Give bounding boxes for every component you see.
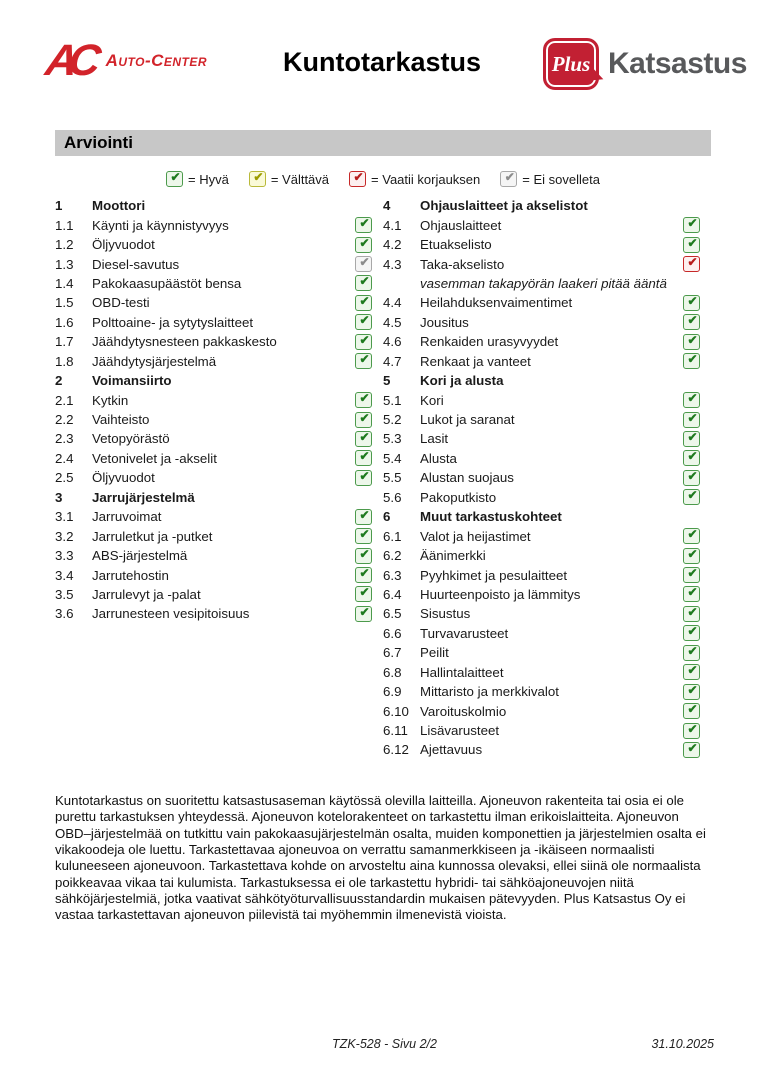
item-number: 5.1 bbox=[383, 392, 402, 408]
checklist-row bbox=[55, 429, 375, 448]
item-label: Varoituskolmio bbox=[420, 703, 507, 719]
checklist-row bbox=[383, 526, 703, 545]
check-glyph: ✔ bbox=[687, 527, 698, 542]
checklist-row bbox=[55, 604, 375, 623]
check-glyph: ✔ bbox=[359, 274, 370, 289]
check-icon-good bbox=[683, 450, 700, 466]
auto-center-logo-text: Auto-Center bbox=[105, 50, 208, 70]
item-number: 1.5 bbox=[55, 295, 74, 311]
checklist-row bbox=[383, 682, 703, 701]
item-number: 6.7 bbox=[383, 645, 402, 661]
item-label: Peilit bbox=[420, 645, 449, 661]
check-icon-good bbox=[683, 684, 700, 700]
plus-badge-icon bbox=[543, 38, 599, 90]
item-label: Öljyvuodot bbox=[92, 237, 155, 253]
item-number: 1.2 bbox=[55, 237, 74, 253]
item-label: Kytkin bbox=[92, 392, 129, 408]
check-glyph: ✔ bbox=[687, 643, 698, 658]
check-glyph: ✔ bbox=[687, 721, 698, 736]
checklist-row bbox=[383, 468, 703, 487]
checklist-column-right bbox=[383, 196, 703, 760]
check-glyph: ✔ bbox=[687, 488, 698, 503]
item-label: Jarruvoimat bbox=[92, 509, 162, 525]
checklist-row bbox=[383, 332, 703, 351]
check-icon-good bbox=[683, 723, 700, 739]
item-number: 1.7 bbox=[55, 334, 74, 350]
checklist-row bbox=[55, 390, 375, 409]
check-icon-good bbox=[355, 392, 372, 408]
checklist-section-header bbox=[383, 507, 703, 526]
item-label: Muut tarkastuskohteet bbox=[420, 509, 562, 525]
checklist-row bbox=[383, 429, 703, 448]
item-number: 6.5 bbox=[383, 606, 402, 622]
check-icon-good bbox=[683, 742, 700, 758]
checklist-section-header bbox=[55, 488, 375, 507]
checklist-row bbox=[383, 565, 703, 584]
check-glyph: ✔ bbox=[359, 216, 370, 231]
check-icon-good bbox=[355, 431, 372, 447]
check-icon-good bbox=[683, 314, 700, 330]
item-number: 4 bbox=[383, 198, 391, 214]
checklist-row bbox=[383, 410, 703, 429]
item-number: 3.4 bbox=[55, 567, 74, 583]
check-glyph: ✔ bbox=[687, 352, 698, 367]
item-label: Kori ja alusta bbox=[420, 373, 504, 389]
checklist-row bbox=[383, 585, 703, 604]
item-label: Pakokaasupäästöt bensa bbox=[92, 275, 242, 291]
item-label: Lukot ja saranat bbox=[420, 412, 515, 428]
check-glyph: ✔ bbox=[687, 449, 698, 464]
item-label: OBD-testi bbox=[92, 295, 150, 311]
check-glyph: ✔ bbox=[687, 332, 698, 347]
check-glyph: ✔ bbox=[687, 682, 698, 697]
check-glyph: ✔ bbox=[359, 429, 370, 444]
item-label: Ohjauslaitteet bbox=[420, 217, 502, 233]
item-number: 6.3 bbox=[383, 567, 402, 583]
item-label: Äänimerkki bbox=[420, 548, 486, 564]
page-title: Kuntotarkastus bbox=[282, 47, 482, 77]
item-label: ABS-järjestelmä bbox=[92, 548, 188, 564]
item-label: Lasit bbox=[420, 431, 449, 447]
item-label: Jousitus bbox=[420, 314, 469, 330]
item-label: vasemman takapyörän laakeri pitää ääntä bbox=[420, 275, 667, 291]
item-label: Renkaat ja vanteet bbox=[420, 353, 531, 369]
item-number: 3.1 bbox=[55, 509, 74, 525]
item-number: 3.2 bbox=[55, 528, 74, 544]
check-icon-good bbox=[355, 586, 372, 602]
check-glyph: ✔ bbox=[687, 663, 698, 678]
check-icon-good bbox=[683, 237, 700, 253]
item-label: Alustan suojaus bbox=[420, 470, 514, 486]
check-icon-good bbox=[355, 217, 372, 233]
item-label: Taka-akselisto bbox=[420, 256, 505, 272]
check-icon-good bbox=[683, 489, 700, 505]
check-icon-good bbox=[166, 171, 183, 187]
check-icon-good bbox=[355, 528, 372, 544]
item-number: 4.5 bbox=[383, 314, 402, 330]
checklist-row bbox=[55, 332, 375, 351]
item-label: Lisävarusteet bbox=[420, 723, 500, 739]
item-number: 5.5 bbox=[383, 470, 402, 486]
check-glyph: ✔ bbox=[359, 468, 370, 483]
check-icon-good bbox=[355, 450, 372, 466]
item-number: 1.1 bbox=[55, 217, 74, 233]
item-label: Moottori bbox=[92, 198, 146, 214]
check-icon-good bbox=[683, 392, 700, 408]
item-number: 4.6 bbox=[383, 334, 402, 350]
legend-label: = Välttävä bbox=[270, 171, 330, 187]
item-label: Jäähdytysjärjestelmä bbox=[92, 353, 217, 369]
check-icon-good bbox=[683, 645, 700, 661]
item-number: 5.6 bbox=[383, 489, 402, 505]
item-number: 4.7 bbox=[383, 353, 402, 369]
plus-badge-text: Plus bbox=[551, 51, 591, 76]
legend-item-fair bbox=[249, 171, 329, 187]
checklist-row bbox=[55, 293, 375, 312]
checklist-row bbox=[383, 449, 703, 468]
check-icon-good bbox=[355, 237, 372, 253]
item-label: Ohjauslaitteet ja akselistot bbox=[420, 198, 588, 214]
legend-label: = Ei sovelleta bbox=[522, 171, 600, 187]
check-glyph: ✔ bbox=[687, 566, 698, 581]
check-icon-good bbox=[683, 431, 700, 447]
item-number: 6.9 bbox=[383, 684, 402, 700]
document-reference: TZK-528 - Sivu 2/2 bbox=[332, 1037, 437, 1051]
check-glyph: ✔ bbox=[359, 391, 370, 406]
item-number: 3.3 bbox=[55, 548, 74, 564]
legend-item-good bbox=[166, 171, 229, 187]
check-glyph: ✔ bbox=[359, 604, 370, 619]
item-number: 2.5 bbox=[55, 470, 74, 486]
item-number: 2 bbox=[55, 373, 63, 389]
check-glyph: ✔ bbox=[353, 170, 364, 184]
checklist-row bbox=[383, 313, 703, 332]
item-number: 1.4 bbox=[55, 275, 74, 291]
item-number: 6.4 bbox=[383, 586, 402, 602]
check-icon-good bbox=[683, 664, 700, 680]
check-glyph: ✔ bbox=[687, 216, 698, 231]
item-label: Hallintalaitteet bbox=[420, 664, 504, 680]
check-icon-good bbox=[683, 217, 700, 233]
checklist-section-header bbox=[55, 371, 375, 390]
checklist-row bbox=[383, 643, 703, 662]
check-icon-repair bbox=[349, 171, 366, 187]
item-label: Vaihteisto bbox=[92, 412, 150, 428]
check-glyph: ✔ bbox=[687, 313, 698, 328]
checklist-row bbox=[55, 313, 375, 332]
legend-item-repair bbox=[349, 171, 480, 187]
item-number: 5.2 bbox=[383, 412, 402, 428]
checklist-note-row bbox=[383, 274, 703, 293]
check-icon-good bbox=[355, 470, 372, 486]
check-icon-good bbox=[683, 353, 700, 369]
check-icon-good bbox=[355, 314, 372, 330]
checklist-row bbox=[383, 740, 703, 759]
checklist-row bbox=[55, 507, 375, 526]
check-glyph: ✔ bbox=[687, 740, 698, 755]
footer-date: 31.10.2025 bbox=[651, 1037, 714, 1051]
check-icon-fair bbox=[249, 171, 266, 187]
item-number: 1 bbox=[55, 198, 63, 214]
legend-label: = Vaatii korjauksen bbox=[371, 171, 481, 187]
check-icon-na bbox=[355, 256, 372, 272]
checklist-row bbox=[55, 410, 375, 429]
check-icon-good bbox=[683, 606, 700, 622]
disclaimer-text: Kuntotarkastus on suoritettu katsastusaseman käytössä olevilla laitteilla. Ajoneuvon rakenteita tai osia ei ole purettu tarkastuksen yhteydessä. Ajoneuvon kotelorakenteet on tarkastettu ilman erikoislaitteita. Ajoneuvon OBD–järjestelmää on tutkittu vain pakokaasujärjestelmän osalta, muiden komponettien ja järjestelmien osalta ei vikakoodeja ole luettu. Tarkastettavaa ajoneuvoa on verrattu samanmerkkiseen ja -ikäiseen normaalisti kuluneeseen ajoneuvoon. Tarkastettava kohde on arvosteltu aina kunnossa olevaksi, ellei siinä ole normaalista poikkeavaa vikaa tai kulumista. Tarkastuksessa ei ole tarkastettu hybridi- tai sähköajoneuvojen niitä sähköjärjestelmiä, jotka vaativat sähkötyöturvallisuusstandardin mukaisen pätevyyden. Plus Katsastus Oy ei vastaa tarkastettavan ajoneuvon piilevistä tai myöhemmin ilmenevistä vioista. bbox=[55, 793, 706, 923]
section-header-bar bbox=[55, 130, 711, 156]
check-glyph: ✔ bbox=[359, 566, 370, 581]
item-label: Vetopyörästö bbox=[92, 431, 170, 447]
check-glyph: ✔ bbox=[687, 585, 698, 600]
check-glyph: ✔ bbox=[687, 702, 698, 717]
katsastus-logo-text: Katsastus bbox=[608, 47, 747, 80]
check-icon-good bbox=[683, 703, 700, 719]
item-number: 3.5 bbox=[55, 586, 74, 602]
checklist-row bbox=[55, 274, 375, 293]
check-icon-good bbox=[683, 412, 700, 428]
item-number: 2.2 bbox=[55, 412, 74, 428]
check-glyph: ✔ bbox=[687, 410, 698, 425]
checklist-row bbox=[55, 468, 375, 487]
item-number: 6.6 bbox=[383, 625, 402, 641]
check-icon-good bbox=[355, 548, 372, 564]
item-label: Jarrunesteen vesipitoisuus bbox=[92, 606, 250, 622]
item-label: Pyyhkimet ja pesulaitteet bbox=[420, 567, 568, 583]
item-label: Alusta bbox=[420, 450, 457, 466]
legend bbox=[55, 171, 711, 187]
item-label: Mittaristo ja merkkivalot bbox=[420, 684, 559, 700]
check-icon-na bbox=[500, 171, 517, 187]
item-label: Jarrulevyt ja -palat bbox=[92, 586, 201, 602]
item-number: 1.8 bbox=[55, 353, 74, 369]
item-label: Renkaiden urasyvyydet bbox=[420, 334, 559, 350]
item-number: 5.3 bbox=[383, 431, 402, 447]
check-glyph: ✔ bbox=[253, 170, 264, 184]
check-icon-good bbox=[355, 567, 372, 583]
checklist-row bbox=[383, 215, 703, 234]
item-number: 3 bbox=[55, 489, 63, 505]
check-glyph: ✔ bbox=[687, 624, 698, 639]
item-number: 6.2 bbox=[383, 548, 402, 564]
item-number: 4.3 bbox=[383, 256, 402, 272]
checklist-row bbox=[55, 235, 375, 254]
check-glyph: ✔ bbox=[359, 507, 370, 522]
item-label: Voimansiirto bbox=[92, 373, 172, 389]
item-number: 4.4 bbox=[383, 295, 402, 311]
checklist-row bbox=[55, 585, 375, 604]
item-number: 4.2 bbox=[383, 237, 402, 253]
check-glyph: ✔ bbox=[359, 352, 370, 367]
item-label: Huurteenpoisto ja lämmitys bbox=[420, 586, 581, 602]
check-glyph: ✔ bbox=[359, 313, 370, 328]
check-icon-good bbox=[683, 548, 700, 564]
item-number: 2.3 bbox=[55, 431, 74, 447]
item-number: 6.12 bbox=[383, 742, 409, 758]
legend-label: = Hyvä bbox=[188, 171, 229, 187]
check-icon-good bbox=[355, 606, 372, 622]
check-icon-good bbox=[683, 334, 700, 350]
item-label: Sisustus bbox=[420, 606, 471, 622]
checklist-row bbox=[383, 293, 703, 312]
checklist-row bbox=[383, 352, 703, 371]
check-icon-good bbox=[683, 586, 700, 602]
check-glyph: ✔ bbox=[687, 468, 698, 483]
check-glyph: ✔ bbox=[359, 332, 370, 347]
item-label: Etuakselisto bbox=[420, 237, 492, 253]
check-glyph: ✔ bbox=[359, 255, 370, 270]
legend-item-na bbox=[500, 171, 600, 187]
check-glyph: ✔ bbox=[687, 235, 698, 250]
item-number: 6.10 bbox=[383, 703, 409, 719]
checklist-section-header bbox=[383, 371, 703, 390]
checklist-row bbox=[383, 604, 703, 623]
checklist-row bbox=[55, 526, 375, 545]
item-label: Valot ja heijastimet bbox=[420, 528, 531, 544]
check-glyph: ✔ bbox=[359, 546, 370, 561]
check-glyph: ✔ bbox=[170, 170, 181, 184]
check-glyph: ✔ bbox=[687, 293, 698, 308]
check-glyph: ✔ bbox=[359, 235, 370, 250]
speech-bubble-tail-icon bbox=[590, 68, 605, 83]
item-label: Jarrutehostin bbox=[92, 567, 169, 583]
auto-center-monogram: AC bbox=[42, 36, 96, 85]
check-glyph: ✔ bbox=[359, 527, 370, 542]
checklist-row bbox=[383, 701, 703, 720]
checklist-row bbox=[383, 235, 703, 254]
checklist-row bbox=[55, 546, 375, 565]
item-number: 6.11 bbox=[383, 723, 408, 739]
item-label: Ajettavuus bbox=[420, 742, 483, 758]
section-header-title: Arviointi bbox=[64, 133, 133, 152]
item-label: Jarruletkut ja -putket bbox=[92, 528, 213, 544]
item-number: 1.3 bbox=[55, 256, 74, 272]
item-label: Öljyvuodot bbox=[92, 470, 155, 486]
check-glyph: ✔ bbox=[359, 585, 370, 600]
item-number: 5.4 bbox=[383, 450, 402, 466]
check-glyph: ✔ bbox=[504, 170, 515, 184]
checklist-column-left bbox=[55, 196, 375, 624]
checklist-row bbox=[55, 352, 375, 371]
check-icon-good bbox=[355, 334, 372, 350]
item-label: Heilahduksenvaimentimet bbox=[420, 295, 573, 311]
check-icon-good bbox=[355, 295, 372, 311]
item-label: Diesel-savutus bbox=[92, 256, 180, 272]
check-glyph: ✔ bbox=[687, 429, 698, 444]
check-icon-good bbox=[355, 353, 372, 369]
check-icon-good bbox=[683, 528, 700, 544]
check-glyph: ✔ bbox=[687, 391, 698, 406]
checklist-section-header bbox=[383, 196, 703, 215]
checklist-row bbox=[55, 254, 375, 273]
item-number: 6.1 bbox=[383, 528, 402, 544]
check-icon-good bbox=[355, 275, 372, 291]
checklist-row bbox=[383, 721, 703, 740]
item-label: Jäähdytysnesteen pakkaskesto bbox=[92, 334, 277, 350]
item-label: Polttoaine- ja sytytyslaitteet bbox=[92, 314, 254, 330]
check-glyph: ✔ bbox=[687, 546, 698, 561]
check-icon-good bbox=[683, 625, 700, 641]
item-number: 1.6 bbox=[55, 314, 74, 330]
item-number: 2.4 bbox=[55, 450, 74, 466]
check-glyph: ✔ bbox=[687, 255, 698, 270]
checklist-row bbox=[383, 254, 703, 273]
check-glyph: ✔ bbox=[359, 293, 370, 308]
check-glyph: ✔ bbox=[359, 449, 370, 464]
check-glyph: ✔ bbox=[687, 604, 698, 619]
item-number: 2.1 bbox=[55, 392, 74, 408]
plus-katsastus-logo bbox=[543, 38, 747, 90]
checklist-row bbox=[55, 215, 375, 234]
check-icon-good bbox=[683, 567, 700, 583]
item-label: Kori bbox=[420, 392, 444, 408]
checklist-row bbox=[383, 546, 703, 565]
check-icon-good bbox=[355, 509, 372, 525]
item-number: 6 bbox=[383, 509, 391, 525]
item-number: 5 bbox=[383, 373, 391, 389]
item-label: Pakoputkisto bbox=[420, 489, 497, 505]
checklist-row bbox=[55, 565, 375, 584]
checklist-row bbox=[383, 663, 703, 682]
item-label: Käynti ja käynnistyvyys bbox=[92, 217, 229, 233]
item-label: Jarrujärjestelmä bbox=[92, 489, 195, 505]
item-number: 6.8 bbox=[383, 664, 402, 680]
checklist-section-header bbox=[55, 196, 375, 215]
item-number: 3.6 bbox=[55, 606, 74, 622]
item-label: Turvavarusteet bbox=[420, 625, 509, 641]
item-number: 4.1 bbox=[383, 217, 402, 233]
check-icon-good bbox=[355, 412, 372, 428]
checklist-row bbox=[383, 624, 703, 643]
check-icon-good bbox=[683, 295, 700, 311]
check-icon-good bbox=[683, 470, 700, 486]
check-glyph: ✔ bbox=[359, 410, 370, 425]
checklist-row bbox=[55, 449, 375, 468]
check-icon-repair bbox=[683, 256, 700, 272]
checklist-row bbox=[383, 488, 703, 507]
checklist-row bbox=[383, 390, 703, 409]
item-label: Vetonivelet ja -akselit bbox=[92, 450, 217, 466]
